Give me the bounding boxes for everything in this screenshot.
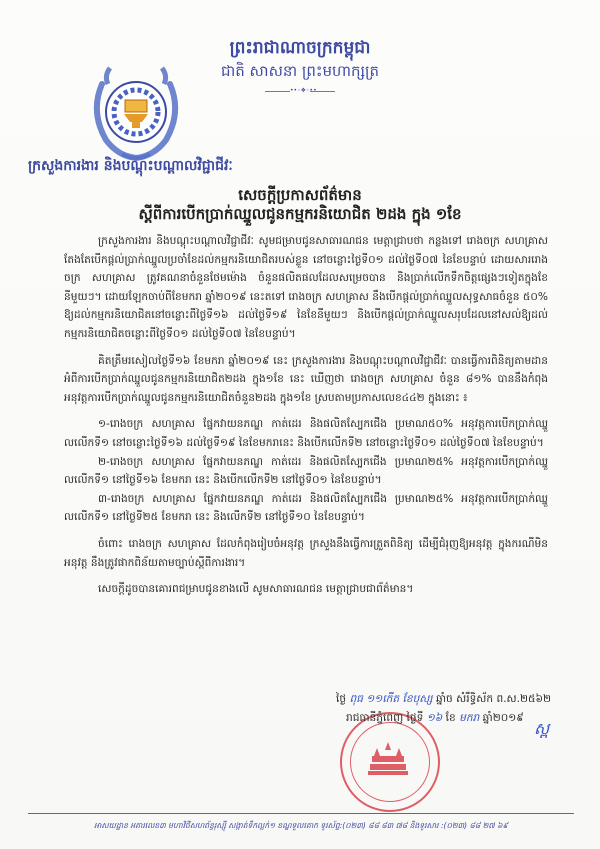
ornament-divider: ••◦❖◦•• bbox=[265, 88, 335, 94]
document-title: សេចក្តីប្រកាសព័ត៌មាន bbox=[238, 186, 362, 204]
list-item-2: ២-រោងចក្រ សហគ្រាស ផ្នែកវាយនភណ្ឌ កាត់ដេរ និងផលិតស្បែកជើង ប្រមាណ២៥% អនុវត្តការបើកប្រាក់ឈ្នួលលើកទី១ នៅថ្ងៃទី១៦ ខែមករា នេះ និងបើកលើកទី២ នៅថ្ងៃទី០១ នៃខែបន្ទាប់។ bbox=[64, 455, 548, 487]
lunar-date-line: ថ្ងៃ ពុធ ១១កើត ខែបុស្ស ឆ្នាំច សំរឹទ្ធិស័ក ព.ស.២៥៦២ bbox=[336, 693, 552, 705]
document-body bbox=[64, 232, 548, 599]
ministry-logo-icon bbox=[88, 62, 184, 166]
list-item-3: ៣-រោងចក្រ សហគ្រាស ផ្នែកវាយនភណ្ឌ កាត់ដេរ និងផលិតស្បែកជើង ប្រមាណ២៥% អនុវត្តការបើកប្រាក់ឈ្នួលលើកទី១ នៅថ្ងៃទី២៥ ខែមករា នេះ និងលើកទី២ នៅថ្ងៃទី១០ នៃខែបន្ទាប់។ bbox=[64, 492, 548, 524]
signature-initials: ស្ព bbox=[534, 719, 550, 738]
footer-address: អាសយដ្ឋាន អគារលេខ៣ មហាវិថីសហព័ន្ធរុស្ស៊ី សង្កាត់ទឹកល្អក់១ ខណ្ឌទួលគោក ទូរស័ព្ទ:(០២៣) ៨៨ ៨៣ ៧៨ និងទូរសារ :(០២៣) ៨៨ ២៧ ៦៩ bbox=[94, 821, 508, 830]
paragraph-closing: សេចក្តីដូចបានគោរពជម្រាបជូនខាងលើ សូមសាធារណជន មេត្តាជ្រាបជាព័ត៌មាន។ bbox=[98, 583, 414, 596]
kingdom-heading bbox=[210, 36, 390, 94]
document-subtitle: ស្តីពីការបើកប្រាក់ឈ្នួលជូនកម្មករនិយោជិត ២ដង ក្នុង ១ខែ bbox=[138, 205, 462, 223]
paragraph-findings: គិតត្រឹមរសៀលថ្ងៃទី១៦ ខែមករា ឆ្នាំ២០១៩ នេះ ក្រសួងការងារ និងបណ្តុះបណ្តាលវិជ្ជាជីវៈ បានធ្វើការពិនិត្យតាមដានអំពីការបើកប្រាក់ឈ្នួលជូនកម្មករនិយោជិត២ដង ក្នុង១ខែ នេះ ឃើញថា រោងចក្រ សហគ្រាស ចំនួន ៨១% បាននឹងកំពុងអនុវត្តការបើកប្រាក់ឈ្នួលជូនកម្មករនិយោជិតចំនួន២ដង ក្នុង១ខែ ស្របតាមប្រកាសលេខ៤៤២ ក្នុងនោះ ៖ bbox=[64, 354, 548, 404]
kingdom-title: ព្រះរាជាណាចក្រកម្ពុជា bbox=[229, 38, 371, 58]
paragraph-intro: ក្រសួងការងារ និងបណ្តុះបណ្តាលវិជ្ជាជីវៈ សូមជម្រាបជូនសាធារណជន មេត្តាជ្រាបថា កន្លងទៅ រោងចក្រ សហគ្រាស តែងតែបើកផ្តល់ប្រាក់ឈ្នួលប្រចាំខែដល់កម្មករនិយោជិតរបស់ខ្លួន នៅចន្លោះថ្ងៃទី០១ ដល់ថ្ងៃទី០៧ នៃខែបន្ទាប់ ដោយសាររោងចក្រ សហគ្រាស ត្រូវគណនាចំនួនថែមម៉ោង ចំនួនផលិតផលដែលសម្រេចបាន និងប្រាក់លើកទឹកចិត្តផ្សេងៗទៀតក្នុងខែនីមួយៗ។ ដោយឡែកចាប់ពីខែមករា ឆ្នាំ២០១៩ នេះតទៅ រោងចក្រ សហគ្រាស នឹងបើកផ្តល់ប្រាក់ឈ្នួលសុទ្ធសាធចំនួន ៥០% ឱ្យដល់កម្មករនិយោជិតនៅចន្លោះពីថ្ងៃទី១៦ ដល់ថ្ងៃទី១៩ នៃខែនីមួយៗ និងបើកផ្តល់ប្រាក់ឈ្នួលសរុបដែលនៅសល់ឱ្យដល់កម្មករនិយោជិតចន្លោះពីថ្ងៃទី០១ ដល់ថ្ងៃទី០៧ នៃខែបន្ទាប់។ bbox=[64, 235, 548, 340]
handwritten-month: មករា bbox=[459, 712, 480, 724]
footer-divider bbox=[28, 813, 574, 814]
official-stamp-icon bbox=[340, 712, 440, 812]
national-motto: ជាតិ សាសនា ព្រះមហាក្សត្រ bbox=[220, 62, 380, 80]
handwritten-lunar-date: ពុធ ១១កើត ខែបុស្ស bbox=[349, 693, 433, 705]
list-item-1: ១-រោងចក្រ សហគ្រាស ផ្នែកវាយនភណ្ឌ កាត់ដេរ និងផលិតស្បែកជើង ប្រមាណ៥០% អនុវត្តការបើកប្រាក់ឈ្នួលលើកទី១ នៅចន្លោះថ្ងៃទី១៦ ដល់ថ្ងៃទី១៩ នៃខែមករានេះ និងបើកលើកទី២ នៅចន្លោះថ្ងៃទី០១ ដល់ថ្ងៃទី០៧ នៃខែបន្ទាប់។ bbox=[64, 418, 548, 449]
paragraph-enforcement: ចំពោះ រោងចក្រ សហគ្រាស ដែលកំពុងរៀបចំអនុវត្ត ក្រសួងនឹងធ្វើការត្រួតពិនិត្យ ដើម្បីជំរុញឱ្យអនុវត្ត ក្នុងករណីមិនអនុវត្ត នឹងត្រូវផាកពិន័យតាមច្បាប់ស្តីពីការងារ។ bbox=[64, 537, 548, 569]
ministry-name: ក្រសួងការងារ និងបណ្តុះបណ្តាលវិជ្ជាជីវៈ bbox=[28, 158, 233, 174]
solar-date-line: រាជធានីភ្នំពេញ ថ្ងៃទី ១៦ ខែ មករា ឆ្នាំ២០១៩ bbox=[346, 712, 524, 724]
handwritten-day: ១៦ bbox=[426, 712, 443, 724]
